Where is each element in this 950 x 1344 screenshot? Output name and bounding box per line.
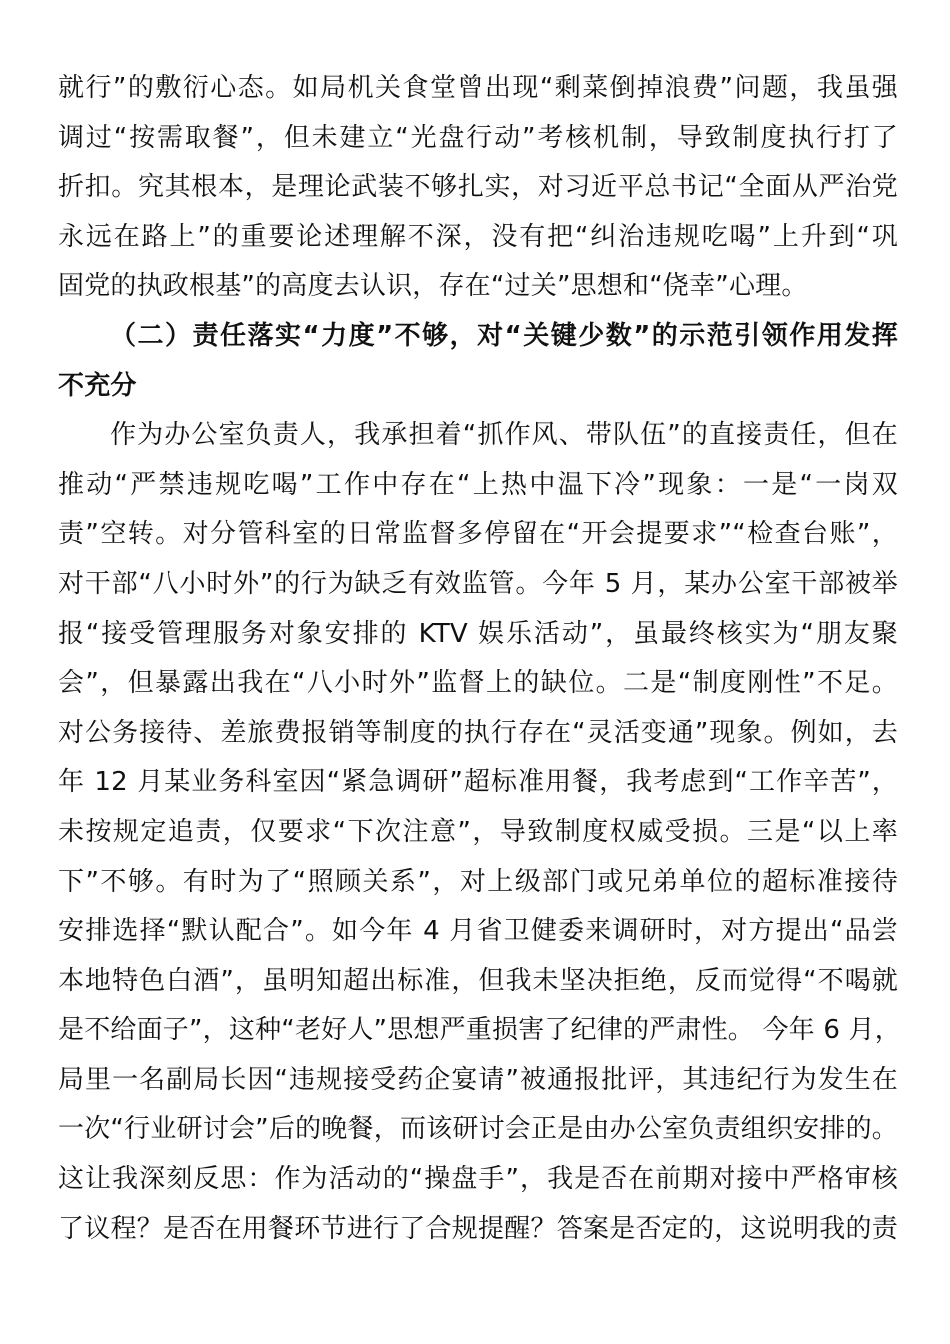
- text-line: 了议程？是否在用餐环节进行了合规提醒？答案是否定的，这说明我的责: [58, 1213, 898, 1244]
- text-line: 推动“严禁违规吃喝”工作中存在“上热中温下冷”现象：一是“一岗双: [58, 469, 898, 500]
- text-line: 是不给面子”，这种“老好人”思想严重损害了纪律的严肃性。 今年 6 月，: [58, 1015, 901, 1046]
- text-line: 局里一名副局长因“违规接受药企宴请”被通报批评，其违纪行为发生在: [58, 1064, 898, 1095]
- text-line: 折扣。究其根本，是理论武装不够扎实，对习近平总书记“全面从严治党: [58, 172, 898, 203]
- text-line: 调过“按需取餐”，但未建立“光盘行动”考核机制，导致制度执行打了: [58, 122, 898, 153]
- text-line: 报“接受管理服务对象安排的 KTV 娱乐活动”，虽最终核实为“朋友聚: [58, 618, 898, 649]
- text-line: 安排选择“默认配合”。如今年 4 月省卫健委来调研时，对方提出“品尝: [58, 916, 898, 947]
- text-line: 就行”的敷衍心态。如局机关食堂曾出现“剩菜倒掉浪费”问题，我虽强: [58, 73, 898, 103]
- text-line: 会”，但暴露出我在“八小时外”监督上的缺位。二是“制度刚性”不足。: [58, 668, 898, 699]
- section-heading-continued: 不充分: [58, 370, 137, 401]
- text-line: 对公务接待、差旅费报销等制度的执行存在“灵活变通”现象。例如，去: [58, 717, 898, 748]
- text-line: 本地特色白酒”，虽明知超出标准，但我未坚决拒绝，反而觉得“不喝就: [58, 965, 898, 996]
- text-line: 一次“行业研讨会”后的晚餐，而该研讨会正是由办公室负责组织安排的。: [58, 1114, 898, 1145]
- text-line: 年 12 月某业务科室因“紧急调研”超标准用餐，我考虑到“工作辛苦”，: [58, 767, 898, 798]
- paragraph-first-line: 作为办公室负责人，我承担着“抓作风、带队伍”的直接责任，但在: [110, 420, 898, 451]
- section-heading: （二）责任落实“力度”不够，对“关键少数”的示范引领作用发挥: [110, 320, 898, 351]
- text-line: 这让我深刻反思：作为活动的“操盘手”，我是否在前期对接中严格审核: [58, 1164, 898, 1195]
- text-line: 下”不够。有时为了“照顾关系”，对上级部门或兄弟单位的超标准接待: [58, 866, 898, 897]
- text-line: 对干部“八小时外”的行为缺乏有效监管。今年 5 月，某办公室干部被举: [58, 568, 898, 599]
- text-line: 永远在路上”的重要论述理解不深，没有把“纠治违规吃喝”上升到“巩: [58, 221, 898, 252]
- text-line: 责”空转。对分管科室的日常监督多停留在“开会提要求”“检查台账”，: [58, 519, 898, 550]
- document-body: [58, 64, 901, 1254]
- text-line: 未按规定追责，仅要求“下次注意”，导致制度权威受损。三是“以上率: [58, 816, 898, 847]
- text-line: 固党的执政根基”的高度去认识，存在“过关”思想和“侥幸”心理。: [58, 271, 808, 302]
